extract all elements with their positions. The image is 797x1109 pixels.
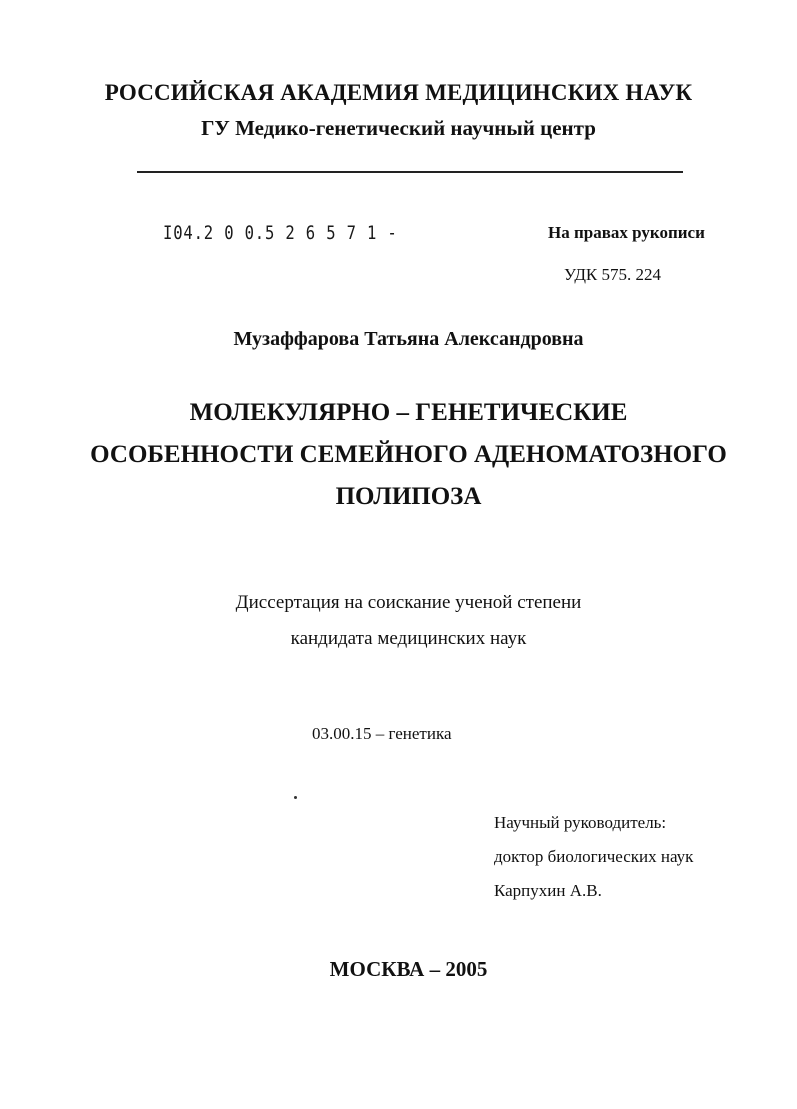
- supervisor-block: [494, 806, 693, 908]
- title-line-3: ПОЛИПОЗА: [335, 483, 482, 510]
- title-line-1: МОЛЕКУЛЯРНО – ГЕНЕТИЧЕСКИЕ: [189, 399, 628, 426]
- degree-line-1: Диссертация на соискание ученой степени: [235, 592, 582, 613]
- supervisor-name: Карпухин А.В.: [494, 881, 602, 900]
- stray-dot: [294, 796, 297, 799]
- specialty-code: 03.00.15 – генетика: [312, 724, 452, 743]
- supervisor-label: Научный руководитель:: [494, 813, 667, 832]
- degree-line-2: кандидата медицинских наук: [290, 628, 527, 649]
- academy-name: РОССИЙСКАЯ АКАДЕМИЯ МЕДИЦИНСКИХ НАУК: [104, 80, 693, 105]
- degree-statement: [0, 585, 797, 657]
- title-line-2: ОСОБЕННОСТИ СЕМЕЙНОГО АДЕНОМАТОЗНОГО: [90, 441, 727, 468]
- manuscript-rights-label: На правах рукописи: [548, 223, 705, 242]
- library-stamp-number: I04.2 0 0.5 2 6 5 7 1 -: [163, 222, 398, 244]
- supervisor-degree: доктор биологических наук: [494, 847, 694, 866]
- udk-code: УДК 575. 224: [564, 265, 662, 284]
- author-name: Музаффарова Татьяна Александровна: [233, 328, 584, 350]
- city-year: МОСКВА – 2005: [329, 957, 488, 981]
- institution-name: ГУ Медико-генетический научный центр: [201, 116, 596, 140]
- header-divider: [137, 171, 683, 173]
- dissertation-title: [0, 392, 797, 518]
